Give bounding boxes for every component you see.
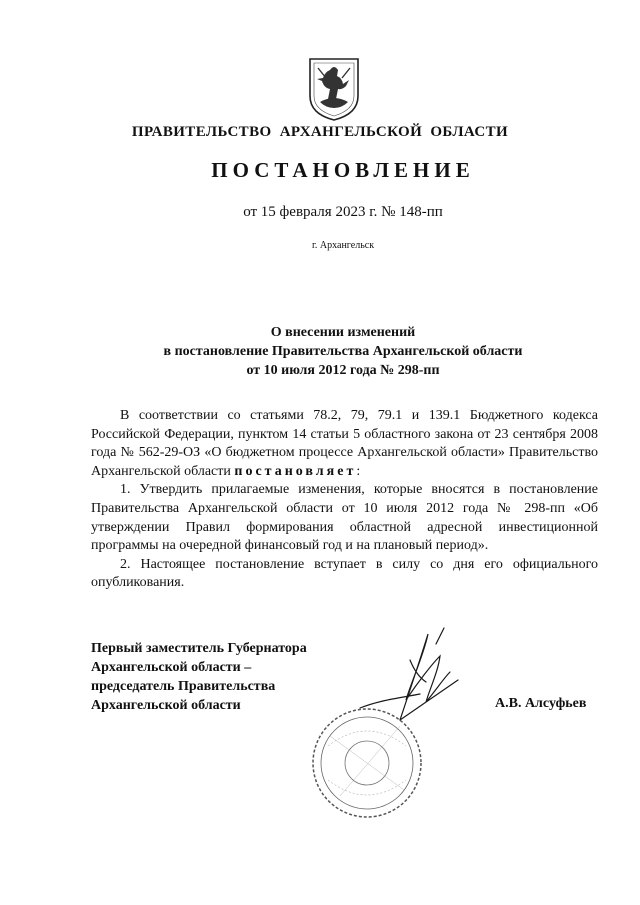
subject-line: О внесении изменений [270,325,416,340]
paragraph-item-1: 1. Утвердить прилагаемые изменения, которые вносятся в постановление Правительства Архангельской области от 10 июля 2012 года № 298-пп «Об утверждении Правил формирования областной адресной инвестиционной программы на очередной финансовый год и на плановый период». [91,482,598,554]
paragraph-preamble [91,407,598,481]
preamble-end: : [356,463,361,479]
resolution-keyword: постановляет [234,463,357,479]
document-body [91,407,598,593]
position-line: Первый заместитель Губернатора [91,641,307,656]
date-number: от 15 февраля 2023 г. № 148-пп [243,204,443,220]
paragraph-item-2: 2. Настоящее постановление вступает в силу со дня его официального опубликования. [91,556,598,591]
signatory-name: А.В. Алсуфьев [495,696,587,711]
coat-of-arms-icon [306,56,362,122]
document-type: ПОСТАНОВЛЕНИЕ [211,158,475,182]
position-line: Архангельской области – [91,660,252,675]
preamble-text: В соответствии со статьями 78.2, 79, 79.1 и 139.1 Бюджетного кодекса Российской Федерации, пунктом 14 статьи 5 областного закона от 23 сентября 2008 года № 562-29-ОЗ «О бюджетном процессе Архангельской области» Правительство Архангельской области [91,408,598,479]
official-stamp [310,706,424,820]
subject-line: от 10 июля 2012 года № 298-пп [246,363,440,378]
city: г. Архангельск [311,240,375,251]
position-line: председатель Правительства [91,679,276,694]
document-subject [0,323,640,380]
position-line: Архангельской области [91,698,241,713]
government-title: ПРАВИТЕЛЬСТВО АРХАНГЕЛЬСКОЙ ОБЛАСТИ [131,124,509,140]
signatory-position [91,639,307,715]
subject-line: в постановление Правительства Архангельской области [163,344,523,359]
